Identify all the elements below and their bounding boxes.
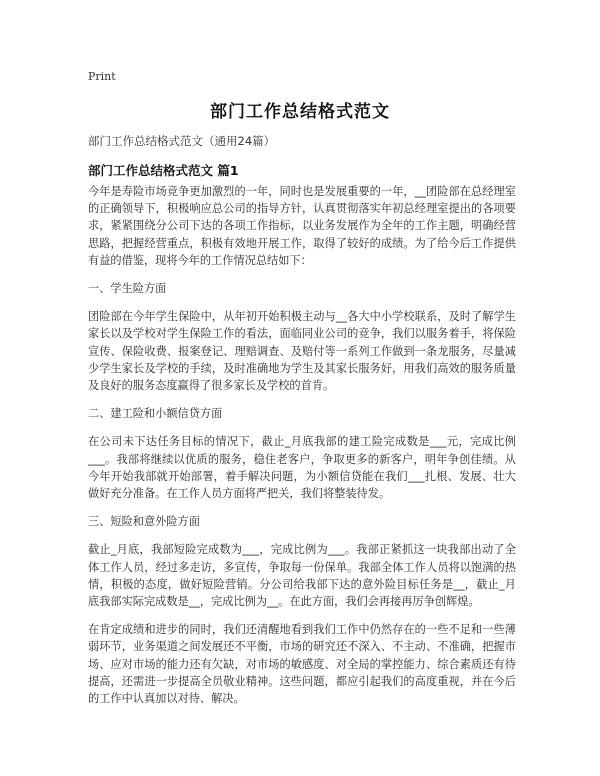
section-title: 部门工作总结格式范文 篇1 [88,163,239,178]
document-subtitle: 部门工作总结格式范文（通用24篇） [88,134,276,148]
print-label: Print [88,70,116,83]
student-insurance-paragraph: 团险部在今年学生保险中，从年初开始积极主动与__各大中小学校联系，及时了解学生家长以及学校对学生保险工作的看法，面临同业公司的竞争，我们以服务着手，将保险宣传、保险收费、报案登记、理赔调查、及赔付等一系列工作做到一条龙服务，尽量减少学生家长及学校的手续，及时准确地为学生及其家长服务好，用我们高效的服务质量及良好的服务态度赢得了很多家长及学校的首肯。 [88,310,516,393]
shortcomings-paragraph: 在肯定成绩和进步的同时，我们还清醒地看到我们工作中仍然存在的一些不足和一些薄弱环节，业务渠道之间发展还不平衡，市场的研究还不深入、不主动、不准确，把握市场、应对市场的能力还有欠缺，对市场的敏感度、对全局的掌控能力、综合素质还有待提高，还需进一步提高全员敬业精神。这些问题，都应引起我们的高度重视，并在今后的工作中认真加以对待、解决。 [88,623,516,706]
construction-insurance-paragraph: 在公司未下达任务目标的情况下，截止_月底我部的建工险完成数是___元，完成比例___。我部将继续以优质的服务，稳住老客户，争取更多的新客户，明年争创佳绩。从今年开始我部就开始部署，着手解决问题，为小额信贷能在我们___扎根、发展、壮大做好充分准备。在工作人员方面将严把关，我们将整装待发。 [88,435,516,501]
short-term-insurance-paragraph: 截止_月底，我部短险完成数为___，完成比例为___。我部正紧抓这一块我部出动了全体工作人员，经过多走访，多宣传，争取每一份保单。我部全体工作人员将以饱满的热情，积极的态度，做好短险营销。分公司给我部下达的意外险目标任务是__，截止_月底我部实际完成数是__，完成比例为__。在此方面，我们会再接再厉争创辉煌。 [88,543,516,609]
page-title: 部门工作总结格式范文 [210,102,390,122]
heading-construction-insurance: 二、建工险和小额信贷方面 [88,407,223,421]
heading-short-term-insurance: 三、短险和意外险方面 [88,515,200,529]
intro-paragraph: 今年是寿险市场竞争更加激烈的一年，同时也是发展重要的一年，__团险部在总经理室的正确领导下，积极响应总公司的指导方针，认真贯彻落实年初总经理室提出的各项要求，紧紧围绕分公司下达的各项工作指标，以业务发展作为全年的工作主题，明确经营思路，把握经营重点，积极有效地开展工作，取得了较好的成绩。为了给今后工作提供有益的借鉴，现将今年的工作情况总结如下： [88,185,516,267]
heading-student-insurance: 一、学生险方面 [88,282,167,296]
document-body [88,183,516,718]
